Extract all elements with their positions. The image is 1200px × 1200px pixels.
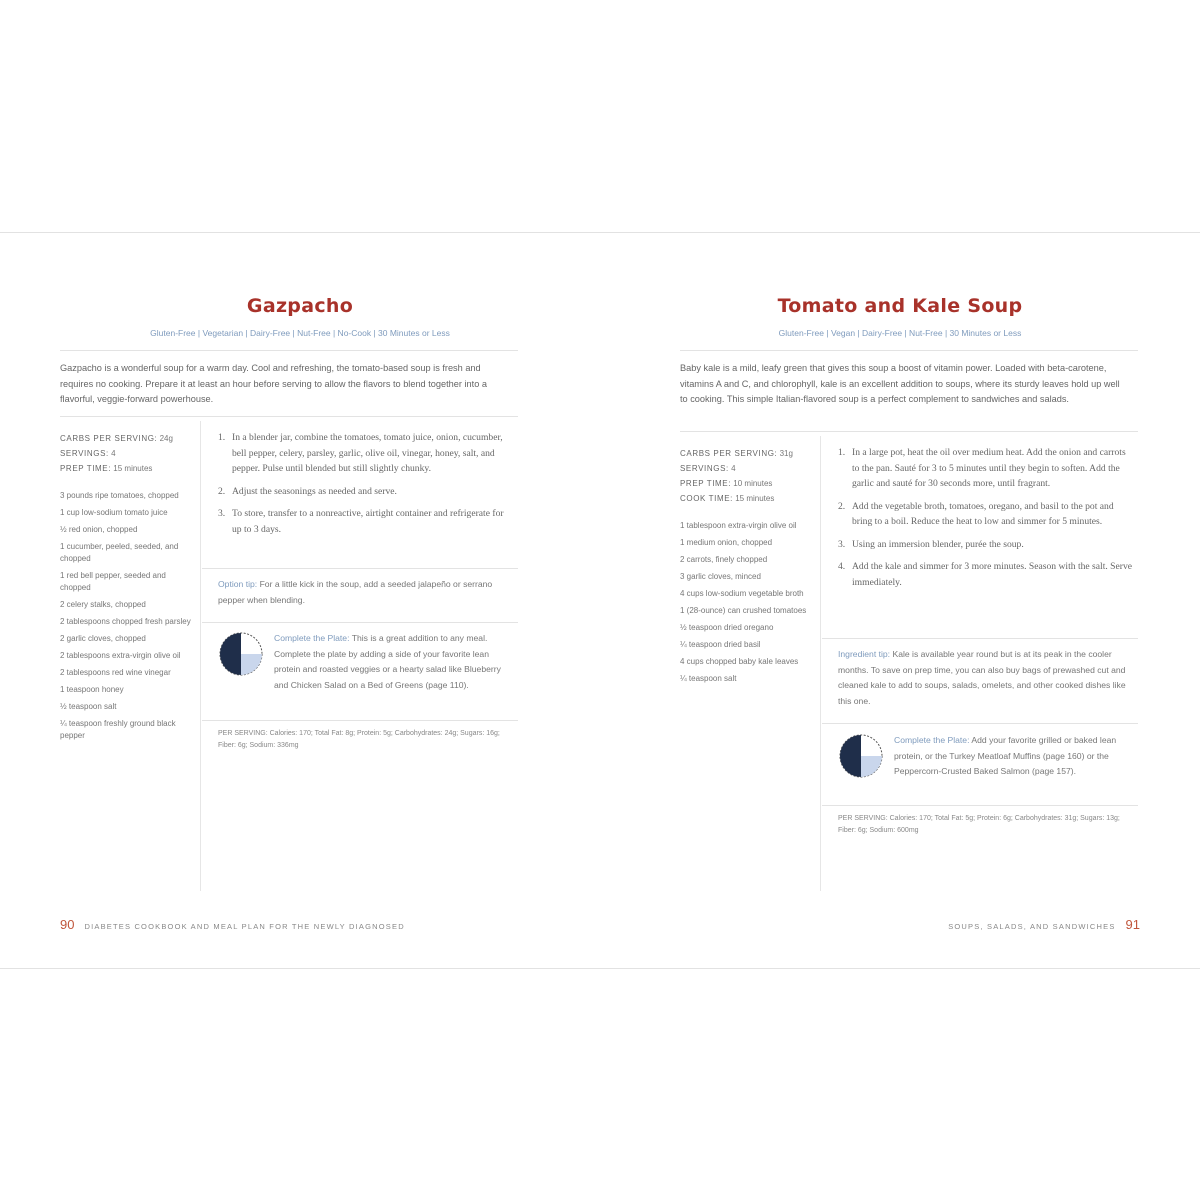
ingredients-column bbox=[680, 446, 818, 690]
divider bbox=[822, 638, 1138, 639]
tip-label: Ingredient tip: bbox=[838, 649, 891, 659]
meta-row bbox=[60, 461, 198, 476]
ingredient-item: 2 carrots, finely chopped bbox=[680, 555, 768, 564]
right-page bbox=[600, 233, 1200, 968]
meta-row bbox=[680, 491, 818, 506]
ingredient-item: ¼ teaspoon dried basil bbox=[680, 640, 761, 649]
meta-row bbox=[60, 431, 198, 446]
divider bbox=[680, 431, 1138, 432]
step-text: Adjust the seasonings as needed and serve. bbox=[232, 485, 397, 497]
complete-the-plate bbox=[838, 733, 1134, 780]
direction-step bbox=[838, 445, 1134, 492]
plate-icon bbox=[838, 733, 884, 779]
ingredient-item: 3 garlic cloves, minced bbox=[680, 572, 761, 581]
ingredient-item: 4 cups chopped baby kale leaves bbox=[680, 657, 799, 666]
directions-list bbox=[218, 430, 514, 544]
ingredients-column bbox=[60, 431, 198, 747]
ingredient-item: 1 cup low-sodium tomato juice bbox=[60, 508, 168, 517]
ingredient-item: 1 tablespoon extra-virgin olive oil bbox=[680, 521, 797, 530]
direction-step bbox=[838, 499, 1134, 530]
meta-value: 15 minutes bbox=[113, 464, 153, 473]
ingredient-item: ½ teaspoon dried oregano bbox=[680, 623, 774, 632]
nutrition-info: PER SERVING: Calories: 170; Total Fat: 5g; Protein: 6g; Carbohydrates: 31g; Sugars: 13g; Fiber: 6g; Sodium: 600mg bbox=[838, 815, 1120, 834]
meta-row bbox=[680, 476, 818, 491]
complete-the-plate bbox=[218, 631, 514, 693]
plate-text: Add your favorite grilled or baked lean protein, or the Turkey Meatloaf Muffins (page 160) or the Peppercorn-Crusted Baked Salmon (page 157). bbox=[894, 735, 1117, 776]
ingredient-item: 1 red bell pepper, seeded and chopped bbox=[60, 571, 166, 592]
ingredient-item: ¼ teaspoon salt bbox=[680, 674, 737, 683]
plate-text: This is a great addition to any meal. Complete the plate by adding a side of your favorite lean protein and roasted veggies or a hearty salad like Blueberry and Chicken Salad on a Bed of Greens (page 110). bbox=[274, 633, 501, 690]
page-number: 90 bbox=[60, 917, 75, 932]
ingredient-item: 2 garlic cloves, chopped bbox=[60, 634, 146, 643]
recipe-tags: Gluten-Free | Vegan | Dairy-Free | Nut-Free | 30 Minutes or Less bbox=[778, 328, 1022, 338]
column-divider bbox=[200, 421, 201, 891]
tip-text: For a little kick in the soup, add a seeded jalapeño or serrano pepper when blending. bbox=[218, 579, 493, 605]
ingredient-item: 3 pounds ripe tomatoes, chopped bbox=[60, 491, 179, 500]
page-footer bbox=[60, 917, 405, 932]
step-number: 2. bbox=[838, 500, 846, 512]
step-text: Using an immersion blender, purée the soup. bbox=[852, 538, 1024, 550]
ingredient-item: 2 tablespoons chopped fresh parsley bbox=[60, 617, 191, 626]
meta-value: 10 minutes bbox=[733, 479, 773, 488]
tip-label: Option tip: bbox=[218, 579, 258, 589]
tip-text: Kale is available year round but is at its peak in the cooler months. To save on prep time, you can also buy bags of prewashed cut and cleaned kale to add to soups, salads, omelets, and other cooked dishes like this one. bbox=[838, 649, 1126, 706]
ingredient-item: 1 cucumber, peeled, seeded, and chopped bbox=[60, 542, 179, 563]
meta-value: 24g bbox=[159, 434, 173, 443]
ingredient-item: ¼ teaspoon freshly ground black pepper bbox=[60, 719, 176, 740]
direction-step bbox=[838, 559, 1134, 590]
divider bbox=[60, 416, 518, 417]
divider bbox=[60, 350, 518, 351]
step-number: 4. bbox=[838, 561, 846, 572]
recipe-intro: Gazpacho is a wonderful soup for a warm day. Cool and refreshing, the tomato-based soup is fresh and requires no cooking. Prepare it at least an hour before serving to allow the flavors to blend together into a flavorful, veggie-forward powerhouse. bbox=[60, 363, 487, 404]
left-page bbox=[0, 233, 600, 968]
page-footer bbox=[948, 917, 1140, 932]
ingredient-item: 2 tablespoons red wine vinegar bbox=[60, 668, 171, 677]
ingredient-item: 2 tablespoons extra-virgin olive oil bbox=[60, 651, 181, 660]
divider bbox=[822, 805, 1138, 806]
ingredient-item: 1 teaspoon honey bbox=[60, 685, 124, 694]
divider bbox=[202, 622, 518, 623]
plate-label: Complete the Plate: bbox=[274, 633, 350, 643]
step-text: Add the kale and simmer for 3 more minutes. Season with the salt. Serve immediately. bbox=[852, 561, 1133, 588]
meta-value: 4 bbox=[111, 449, 116, 458]
step-number: 1. bbox=[218, 432, 226, 443]
meta-value: 4 bbox=[731, 464, 736, 473]
divider bbox=[680, 350, 1138, 351]
divider bbox=[822, 723, 1138, 724]
ingredient-item: 2 celery stalks, chopped bbox=[60, 600, 146, 609]
direction-step bbox=[218, 430, 514, 477]
ingredient-item: ½ teaspoon salt bbox=[60, 702, 117, 711]
meta-key: CARBS PER SERVING: bbox=[60, 434, 158, 443]
ingredient-item: 1 medium onion, chopped bbox=[680, 538, 773, 547]
meta-row bbox=[60, 446, 198, 461]
direction-step bbox=[218, 484, 514, 500]
meta-key: PREP TIME: bbox=[60, 464, 112, 473]
meta-value: 31g bbox=[779, 449, 793, 458]
meta-key: SERVINGS: bbox=[680, 464, 729, 473]
meta-row bbox=[680, 446, 818, 461]
step-text: To store, transfer to a nonreactive, airtight container and refrigerate for up to 3 days. bbox=[232, 508, 504, 535]
step-text: In a blender jar, combine the tomatoes, tomato juice, onion, cucumber, bell pepper, celery, parsley, garlic, olive oil, vinegar, honey, salt, and pepper. Pulse until blended but still slightly chunky. bbox=[232, 432, 503, 474]
running-head: DIABETES COOKBOOK AND MEAL PLAN FOR THE NEWLY DIAGNOSED bbox=[84, 922, 405, 931]
tip-box bbox=[838, 647, 1134, 709]
book-spread bbox=[0, 232, 1200, 969]
meta-key: PREP TIME: bbox=[680, 479, 732, 488]
meta-key: SERVINGS: bbox=[60, 449, 109, 458]
meta-key: COOK TIME: bbox=[680, 494, 733, 503]
directions-list bbox=[838, 445, 1134, 597]
step-number: 2. bbox=[218, 485, 226, 497]
step-number: 3. bbox=[838, 538, 846, 550]
column-divider bbox=[820, 436, 821, 891]
ingredient-item: 4 cups low-sodium vegetable broth bbox=[680, 589, 804, 598]
running-head: SOUPS, SALADS, AND SANDWICHES bbox=[948, 922, 1116, 931]
divider bbox=[202, 568, 518, 569]
page-number: 91 bbox=[1125, 917, 1140, 932]
ingredient-item: 1 (28-ounce) can crushed tomatoes bbox=[680, 606, 807, 615]
recipe-tags: Gluten-Free | Vegetarian | Dairy-Free | Nut-Free | No-Cook | 30 Minutes or Less bbox=[150, 328, 450, 338]
step-text: In a large pot, heat the oil over medium heat. Add the onion and carrots to the pan. Sauté for 3 to 5 minutes until they begin to soften. Add the garlic and sauté for 30 seconds more, until fragrant. bbox=[852, 447, 1126, 489]
nutrition-info: PER SERVING: Calories: 170; Total Fat: 8g; Protein: 5g; Carbohydrates: 24g; Sugars: 16g; Fiber: 6g; Sodium: 336mg bbox=[218, 730, 500, 749]
recipe-intro: Baby kale is a mild, leafy green that gives this soup a boost of vitamin power. Loaded with beta-carotene, vitamins A and C, and chlorophyll, kale is an excellent addition to soups, where its sturdy leaves hold up well to cooking. This simple Italian-flavored soup is a perfect complement to sandwiches and salads. bbox=[680, 363, 1120, 404]
step-number: 3. bbox=[218, 508, 226, 519]
meta-value: 15 minutes bbox=[735, 494, 775, 503]
meta-row bbox=[680, 461, 818, 476]
ingredient-item: ½ red onion, chopped bbox=[60, 525, 138, 534]
plate-label: Complete the Plate: bbox=[894, 735, 970, 745]
divider bbox=[202, 720, 518, 721]
direction-step bbox=[838, 537, 1134, 553]
meta-key: CARBS PER SERVING: bbox=[680, 449, 778, 458]
recipe-title: Tomato and Kale Soup bbox=[777, 295, 1023, 317]
step-number: 1. bbox=[838, 447, 846, 458]
tip-box bbox=[218, 577, 514, 608]
plate-icon bbox=[218, 631, 264, 677]
direction-step bbox=[218, 506, 514, 537]
recipe-title: Gazpacho bbox=[246, 295, 354, 317]
step-text: Add the vegetable broth, tomatoes, oregano, and basil to the pot and bring to a boil. Reduce the heat to low and simmer for 5 minutes. bbox=[852, 500, 1114, 527]
